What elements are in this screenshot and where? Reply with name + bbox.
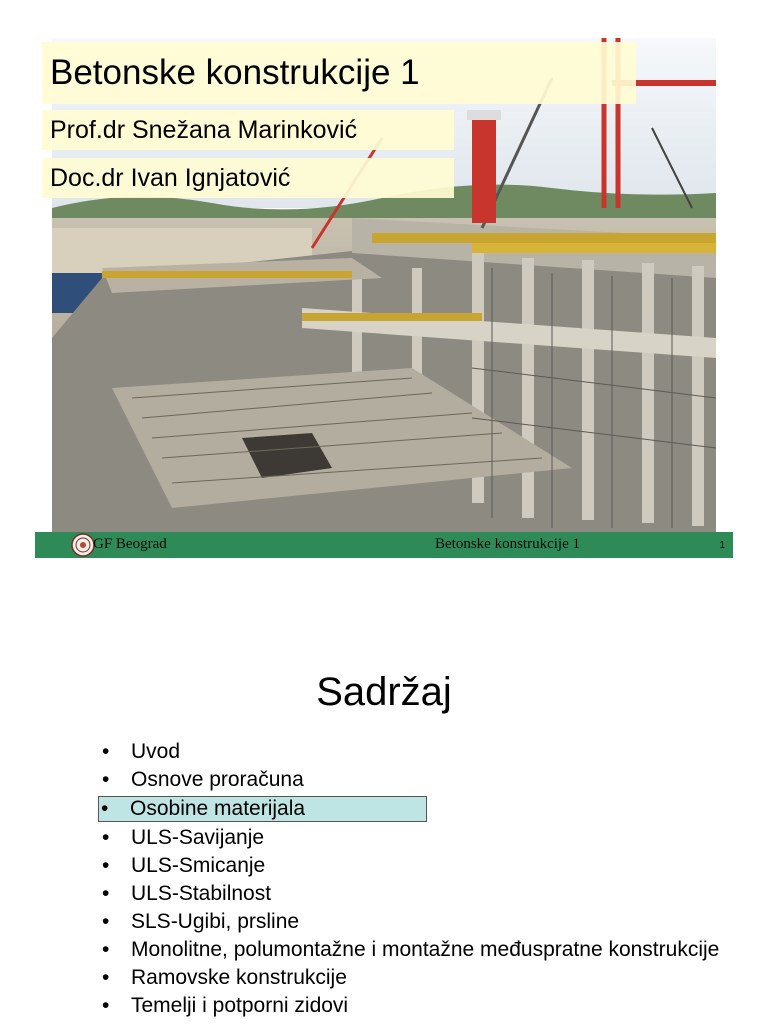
bullet-icon: •: [102, 966, 110, 989]
faculty-seal-icon: [71, 533, 95, 557]
slide-title: Betonske konstrukcije 1: [42, 42, 636, 104]
bullet-icon: •: [102, 938, 110, 961]
contents-item: [100, 994, 740, 1018]
contents-item: [100, 768, 740, 792]
contents-item-label: ULS-Smicanje: [131, 854, 266, 877]
contents-item: [100, 910, 740, 934]
contents-item-label: SLS-Ugibi, prsline: [131, 910, 300, 933]
contents-item-label: Ramovske konstrukcije: [131, 966, 347, 989]
contents-item: [100, 826, 740, 850]
contents-item: [100, 854, 740, 878]
contents-item-label: Osnove proračuna: [131, 768, 304, 791]
author-1: Prof.dr Snežana Marinković: [42, 110, 454, 150]
bullet-icon: •: [102, 910, 110, 933]
contents-title: Sadržaj: [316, 670, 452, 714]
contents-item: [100, 966, 740, 990]
bullet-icon: •: [102, 994, 110, 1017]
contents-item: [100, 882, 740, 906]
footer-page-number: 1: [719, 540, 725, 551]
contents-list: [100, 740, 740, 1022]
bullet-icon: •: [102, 768, 110, 791]
contents-item: [100, 938, 740, 962]
contents-item: [98, 796, 427, 822]
contents-item-label: Uvod: [131, 740, 181, 763]
contents-item-label: ULS-Savijanje: [131, 826, 265, 849]
slide-footer: [35, 532, 733, 558]
bullet-icon: •: [102, 854, 110, 877]
contents-item-label: ULS-Stabilnost: [131, 882, 272, 905]
footer-institution: GF Beograd: [93, 536, 167, 552]
contents-item-label: Temelji i potporni zidovi: [131, 994, 349, 1017]
contents-item: [100, 740, 740, 764]
contents-item-label: Monolitne, polumontažne i montažne međuspratne konstrukcije: [131, 938, 720, 961]
bullet-icon: •: [102, 740, 110, 763]
bullet-icon: •: [101, 797, 109, 820]
contents-item-label: Osobine materijala: [130, 797, 306, 820]
author-2: Doc.dr Ivan Ignjatović: [42, 158, 454, 198]
bullet-icon: •: [102, 826, 110, 849]
bullet-icon: •: [102, 882, 110, 905]
footer-course: Betonske konstrukcije 1: [435, 536, 580, 552]
